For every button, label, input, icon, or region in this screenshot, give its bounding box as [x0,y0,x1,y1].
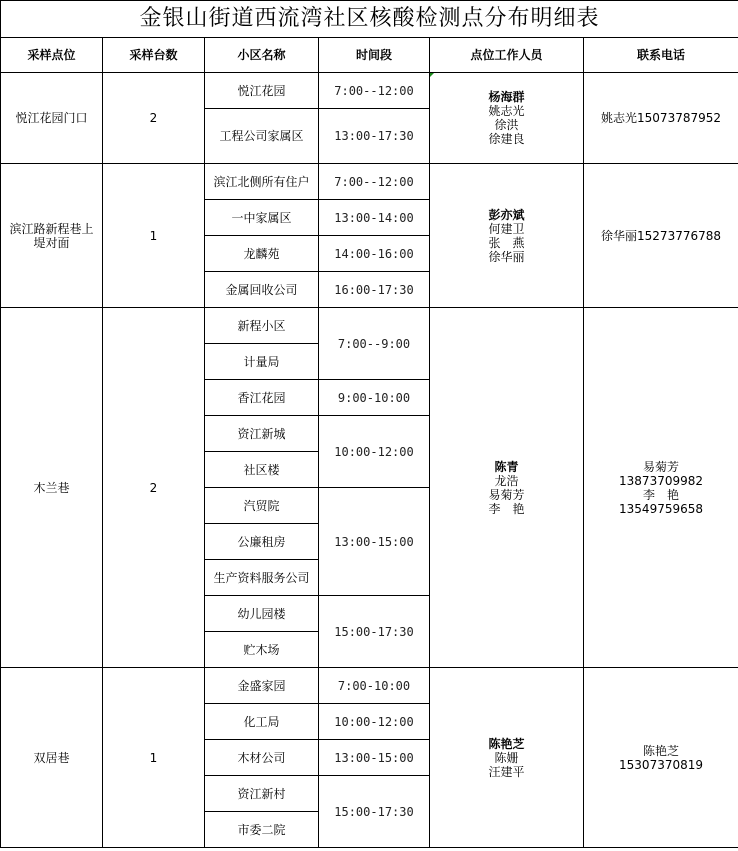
time-cell: 13:00-14:00 [319,200,430,236]
community-cell: 一中家属区 [205,200,319,236]
staff-cell [430,668,584,848]
time-cell: 7:00--12:00 [319,73,430,109]
time-cell: 7:00--9:00 [319,308,430,380]
time-cell: 15:00-17:30 [319,776,430,848]
community-cell: 龙麟苑 [205,236,319,272]
units-cell: 2 [103,308,205,668]
community-cell: 香江花园 [205,380,319,416]
community-cell: 计量局 [205,344,319,380]
community-cell: 金属回收公司 [205,272,319,308]
staff-member: 龙浩 [494,473,519,488]
time-cell: 13:00-15:00 [319,740,430,776]
phone-line: 姚志光15073787952 [601,111,722,125]
site-cell: 双居巷 [1,668,103,848]
community-cell: 汽贸院 [205,488,319,524]
header-community: 小区名称 [205,38,319,73]
community-cell: 资江新城 [205,416,319,452]
staff-lead: 彭亦斌 [488,207,525,222]
header-time: 时间段 [319,38,430,73]
community-cell: 化工局 [205,704,319,740]
time-cell: 16:00-17:30 [319,272,430,308]
cell-comment-marker [430,73,434,77]
time-cell: 13:00-17:30 [319,109,430,164]
staff-member: 姚志光 [488,104,525,118]
community-cell: 幼儿园楼 [205,596,319,632]
time-cell: 14:00-16:00 [319,236,430,272]
staff-member: 徐华丽 [488,249,525,264]
phone-cell [584,164,738,308]
community-cell: 贮木场 [205,632,319,668]
time-cell: 10:00-12:00 [319,416,430,488]
community-cell: 木材公司 [205,740,319,776]
site-cell: 木兰巷 [1,308,103,668]
phone-line: 13873709982 [619,473,704,488]
phone-line: 陈艳芝 [643,743,680,758]
community-cell: 金盛家园 [205,668,319,704]
staff-member: 张 燕 [488,235,525,250]
units-cell: 1 [103,668,205,848]
staff-member: 李 艳 [488,501,525,516]
community-cell: 生产资料服务公司 [205,560,319,596]
staff-cell [430,73,584,164]
phone-line: 易菊芳 [643,459,680,474]
staff-member: 易菊芳 [488,487,525,502]
community-cell: 悦江花园 [205,73,319,109]
phone-cell [584,668,738,848]
staff-cell [430,164,584,308]
header-staff: 点位工作人员 [430,38,584,73]
community-cell: 滨江北侧所有住户 [205,164,319,200]
community-cell: 工程公司家属区 [205,109,319,164]
staff-member: 徐建良 [488,132,525,146]
units-cell: 2 [103,73,205,164]
staff-lead: 陈艳芝 [488,736,525,751]
phone-line: 13549759658 [619,501,704,516]
community-cell: 市委二院 [205,812,319,848]
phone-cell [584,308,738,668]
staff-member: 汪建平 [488,764,525,779]
phone-line: 徐华丽15273776788 [601,228,722,243]
time-cell: 10:00-12:00 [319,704,430,740]
header-phone: 联系电话 [584,38,738,73]
header-site: 采样点位 [1,38,103,73]
time-cell: 9:00-10:00 [319,380,430,416]
staff-lead: 杨海群 [488,90,525,104]
units-cell: 1 [103,164,205,308]
time-cell: 7:00--12:00 [319,164,430,200]
community-cell: 资江新村 [205,776,319,812]
site-cell: 滨江路新程巷上堤对面 [1,164,103,308]
community-cell: 社区楼 [205,452,319,488]
staff-member: 徐洪 [494,118,519,132]
time-cell: 13:00-15:00 [319,488,430,596]
header-units: 采样台数 [103,38,205,73]
staff-member: 何建卫 [488,221,525,236]
phone-line: 15307370819 [619,757,704,772]
community-cell: 新程小区 [205,308,319,344]
staff-lead: 陈青 [494,459,519,474]
phone-cell [584,73,738,164]
staff-member: 陈姗 [494,750,519,765]
page-title: 金银山街道西流湾社区核酸检测点分布明细表 [1,1,738,38]
time-cell: 7:00-10:00 [319,668,430,704]
staff-cell [430,308,584,668]
community-cell: 公廉租房 [205,524,319,560]
site-cell: 悦江花园门口 [1,73,103,164]
phone-line: 李 艳 [643,487,680,502]
time-cell: 15:00-17:30 [319,596,430,668]
